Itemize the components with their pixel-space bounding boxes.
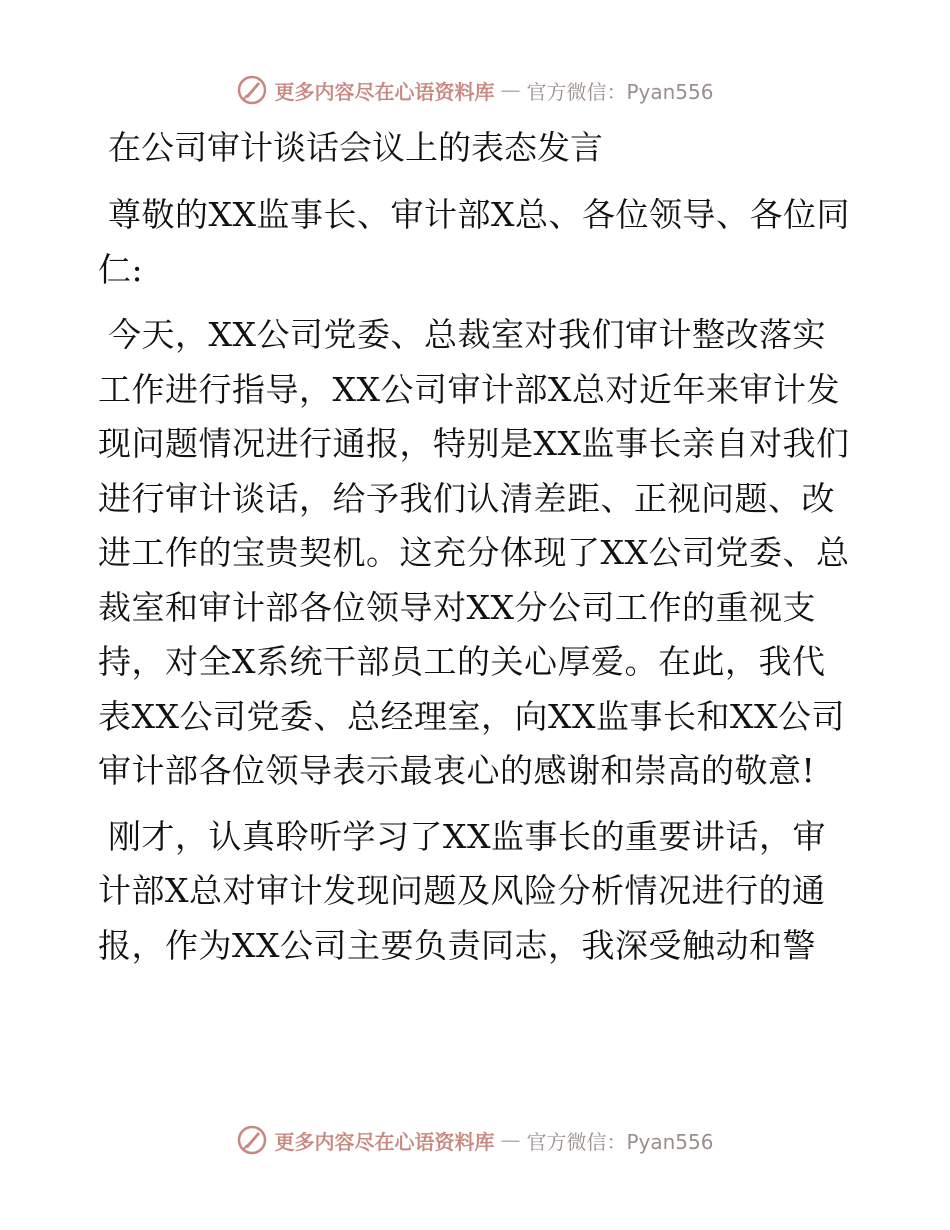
watermark-separator: — <box>500 78 521 102</box>
paragraph-reflection: 刚才，认真聆听学习了XX监事长的重要讲话，审计部X总对审计发现问题及风险分析情况进行的通报，作为XX公司主要负责同志，我深受触动和警 <box>98 816 826 965</box>
watermark-red-text: 更多内容尽在心语资料库 <box>274 1129 495 1154</box>
footer-watermark <box>0 1120 950 1160</box>
watermark-separator: — <box>500 1128 521 1152</box>
paragraph-opening: 今天，XX公司党委、总裁室对我们审计整改落实工作进行指导，XX公司审计部X总对近年来审计发现问题情况进行通报，特别是XX监事长亲自对我们进行审计谈话，给予我们认清差距、正视问题、改进工作的宝贵契机。这充分体现了XX公司党委、总裁室和审计部各位领导对XX分公司工作的重视支持，对全X系统干部员工的关心厚爱。在此，我代表XX公司党委、总经理室，向XX监事长和XX公司审计部各位领导表示最衷心的感谢和崇高的敬意! <box>98 315 850 790</box>
watermark-content <box>236 74 713 106</box>
document-body <box>98 122 858 984</box>
quill-logo-icon <box>236 74 268 106</box>
watermark-content <box>236 1124 713 1156</box>
paragraph-salutation: 尊敬的XX监事长、审计部X总、各位领导、各位同仁: <box>98 195 850 289</box>
watermark-gray-text: 官方微信：Pyan556 <box>526 79 714 104</box>
document-title: 在公司审计谈话会议上的表态发言 <box>108 128 603 167</box>
quill-logo-icon <box>236 1124 268 1156</box>
watermark-red-text: 更多内容尽在心语资料库 <box>274 79 495 104</box>
header-watermark <box>0 70 950 110</box>
watermark-gray-text: 官方微信：Pyan556 <box>526 1129 714 1154</box>
